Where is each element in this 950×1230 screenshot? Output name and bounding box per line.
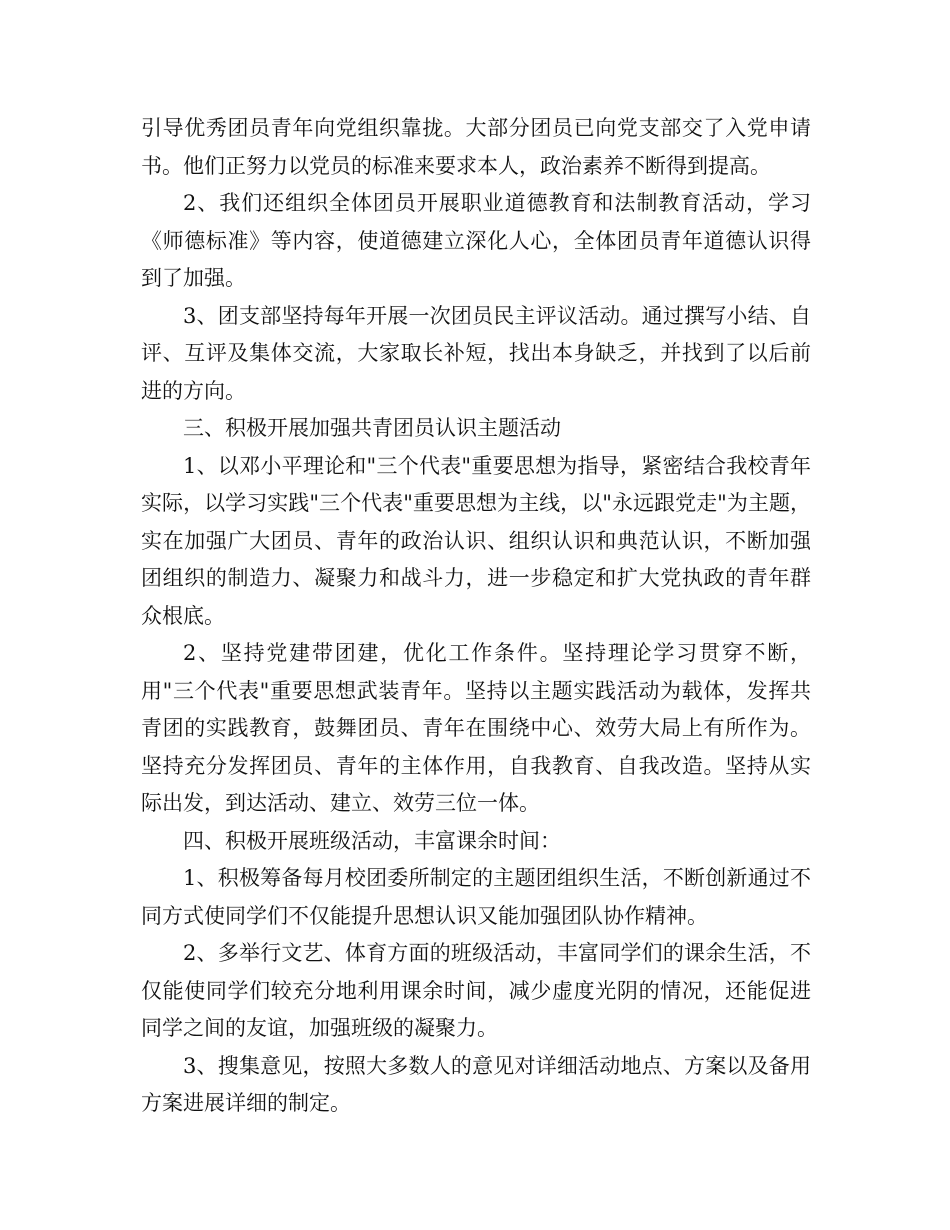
paragraph-item-3-evaluation: 3、团支部坚持每年开展一次团员民主评议活动。通过撰写小结、自评、互评及集体交流，大家取长补短，找出本身缺乏，并找到了以后前进的方向。 xyxy=(141,303,811,403)
paragraph-continuation: 引导优秀团员青年向党组织靠拢。大部分团员已向党支部交了入党申请书。他们正努力以党员的标准来要求本人，政治素养不断得到提高。 xyxy=(141,116,811,178)
paragraph-item-1-theory: 1、以邓小平理论和"三个代表"重要思想为指导，紧密结合我校青年实际，以学习实践"三个代表"重要思想为主线，以"永远跟党走"为主题，实在加强广大团员、青年的政治认识、组织认识和典范认识，不断加强团组织的制造力、凝聚力和战斗力，进一步稳定和扩大党执政的青年群众根底。 xyxy=(141,453,811,628)
paragraph-item-3-opinions: 3、搜集意见，按照大多数人的意见对详细活动地点、方案以及备用方案进展详细的制定。 xyxy=(141,1053,811,1115)
paragraph-item-2-ethics: 2、我们还组织全体团员开展职业道德教育和法制教育活动，学习《师德标准》等内容，使道德建立深化人心，全体团员青年道德认识得到了加强。 xyxy=(141,191,811,290)
paragraph-item-1-monthly-activity: 1、积极筹备每月校团委所制定的主题团组织生活，不断创新通过不同方式使同学们不仅能提升思想认识又能加强团队协作精神。 xyxy=(141,866,811,928)
document-page xyxy=(141,110,811,1123)
section-heading-three: 三、积极开展加强共青团员认识主题活动 xyxy=(183,416,561,440)
paragraph-item-2-class-activity: 2、多举行文艺、体育方面的班级活动，丰富同学们的课余生活，不仅能使同学们较充分地利用课余时间，减少虚度光阴的情况，还能促进同学之间的友谊，加强班级的凝聚力。 xyxy=(141,941,811,1040)
section-heading-four: 四、积极开展班级活动，丰富课余时间： xyxy=(183,828,561,853)
paragraph-item-2-party-building: 2、坚持党建带团建，优化工作条件。坚持理论学习贯穿不断，用"三个代表"重要思想武装青年。坚持以主题实践活动为载体，发挥共青团的实践教育，鼓舞团员、青年在围绕中心、效劳大局上有所作为。坚持充分发挥团员、青年的主体作用，自我教育、自我改造。坚持从实际出发，到达活动、建立、效劳三位一体。 xyxy=(141,641,811,815)
